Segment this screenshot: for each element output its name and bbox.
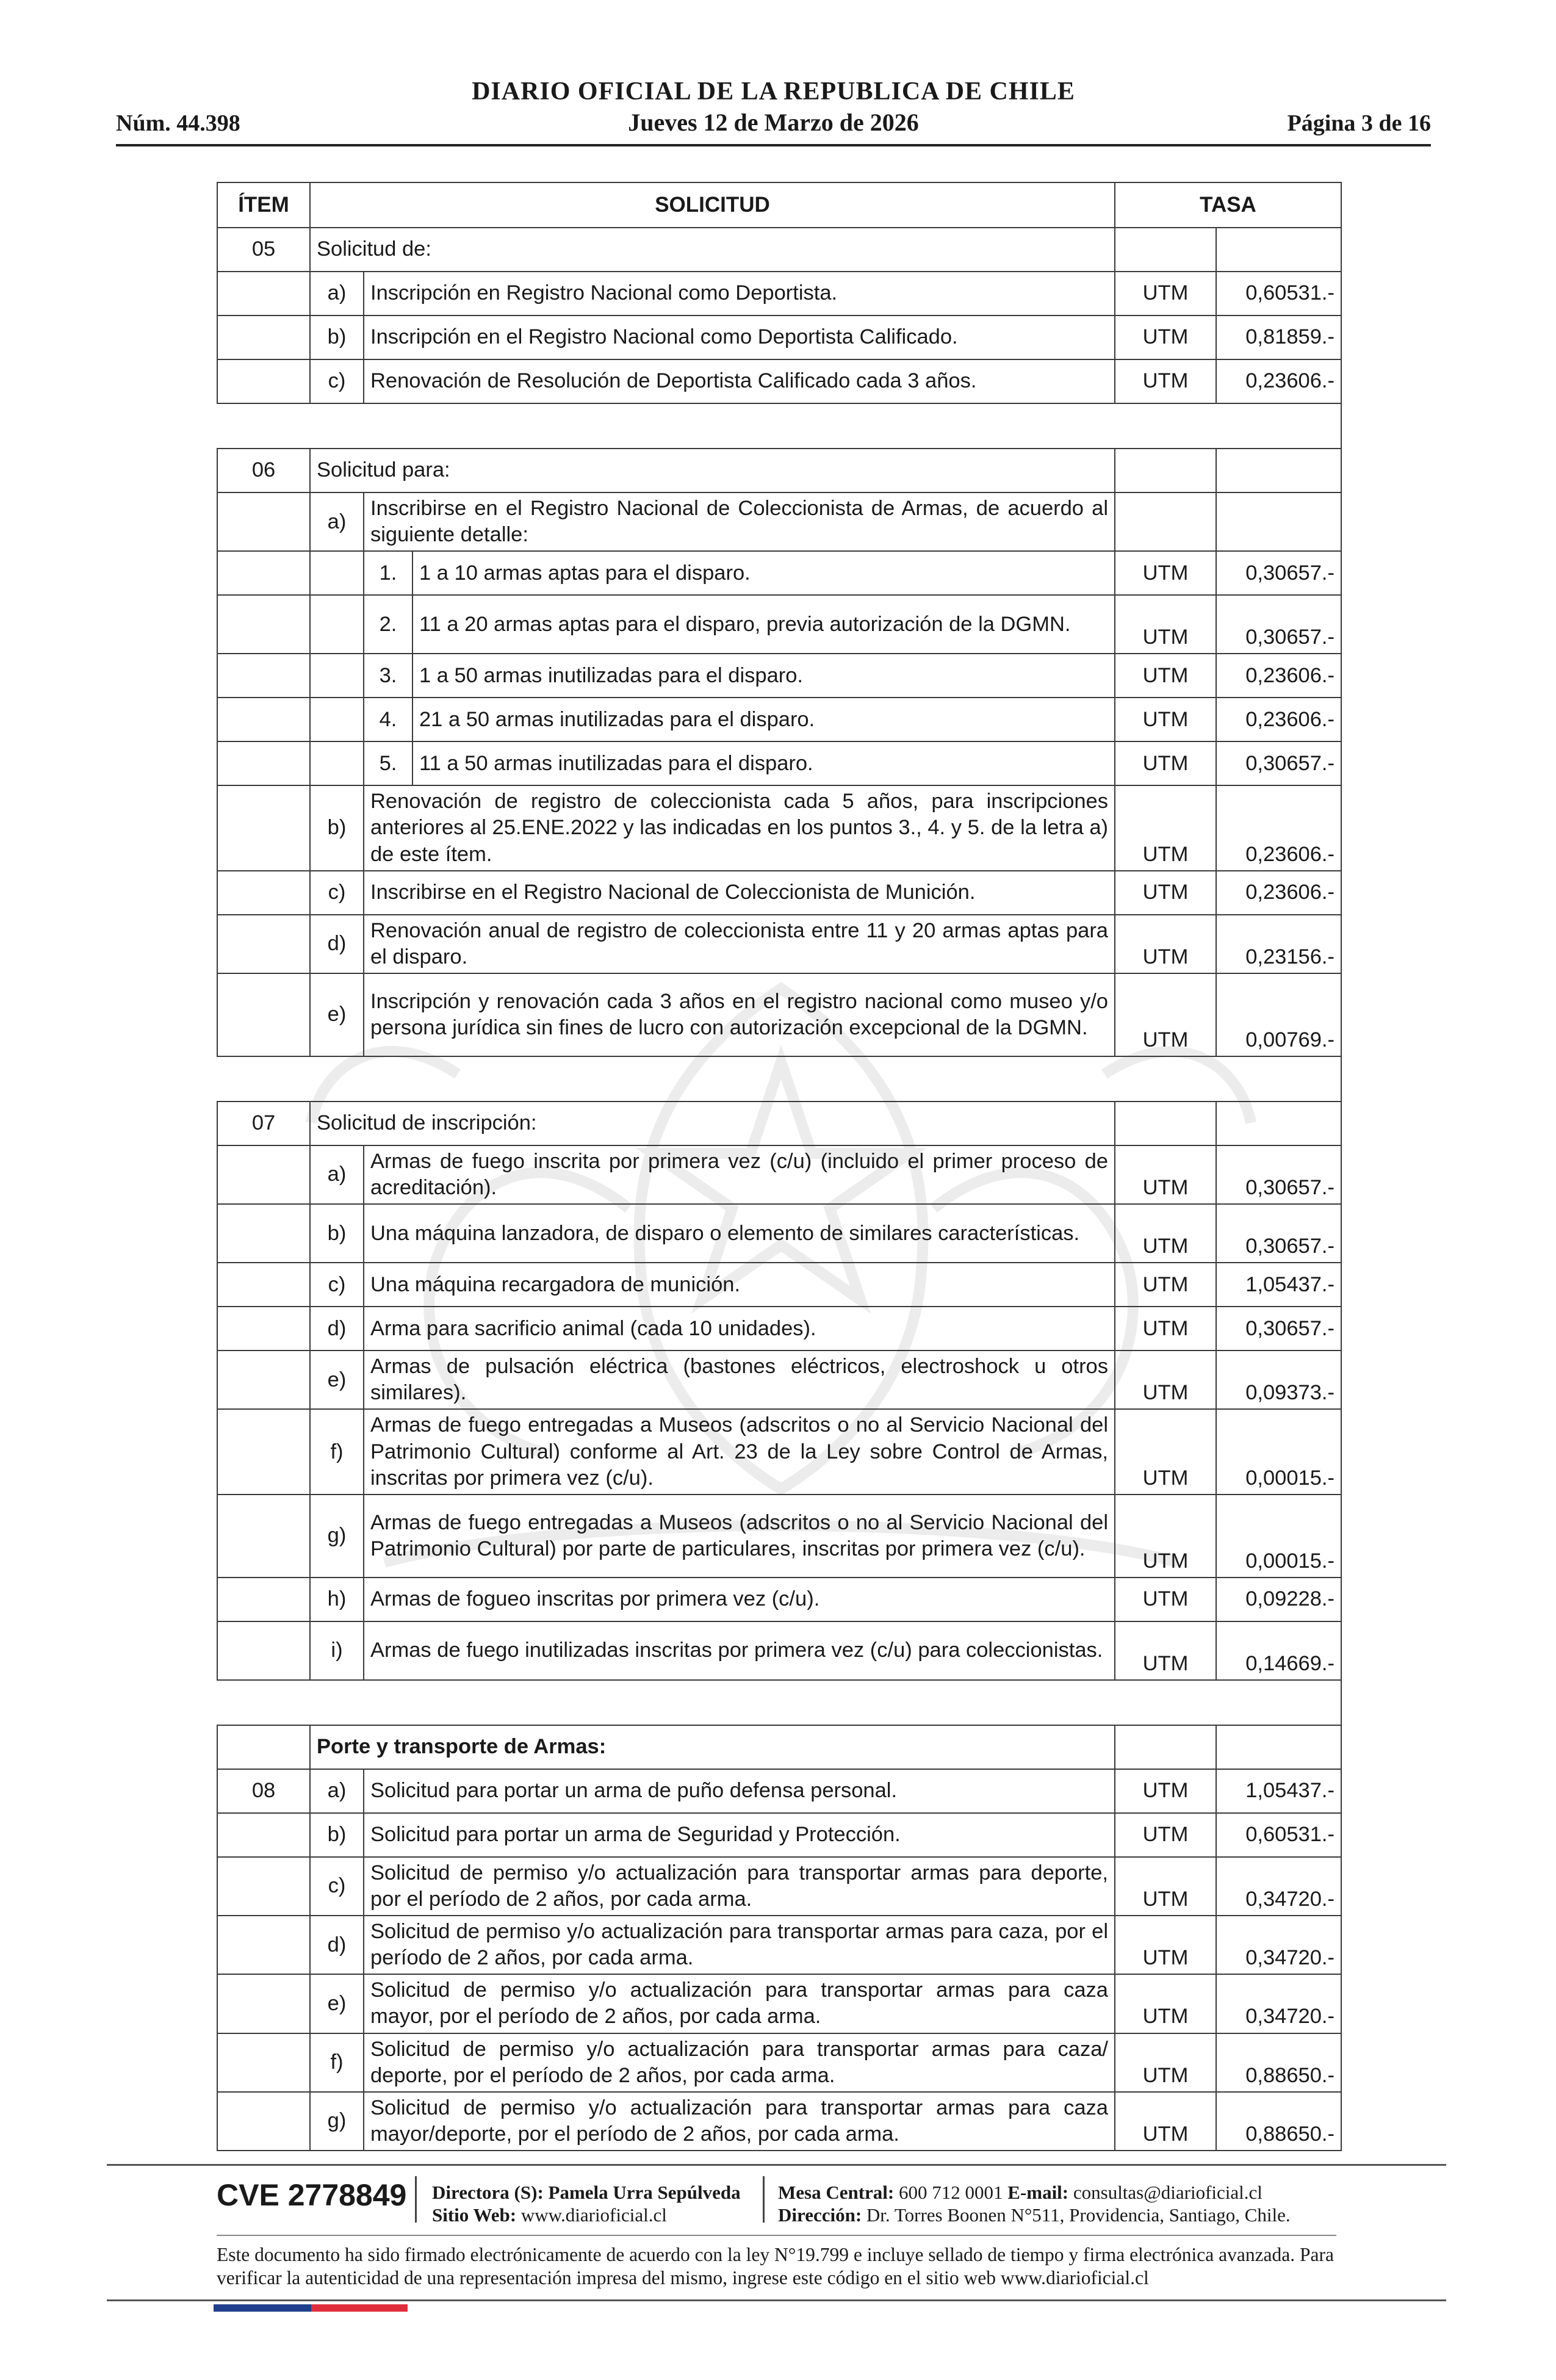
row-unit: UTM <box>1115 1769 1216 1813</box>
cve-code: CVE 2778849 <box>217 2178 407 2212</box>
table-row <box>217 741 1341 785</box>
table-row <box>217 551 1341 595</box>
row-unit: UTM <box>1115 1263 1216 1307</box>
row-value: 0,30657.- <box>1216 595 1341 654</box>
row-text: Solicitud de permiso y/o actualización para transportar armas para caza mayor/deporte, por el período de 2 años, por cada arma. <box>364 2092 1115 2151</box>
row-unit: UTM <box>1115 272 1216 316</box>
publication-date: Jueves 12 de Marzo de 2026 <box>628 109 919 136</box>
sub-number: 5. <box>364 741 412 785</box>
footer-contact-block <box>778 2181 1291 2226</box>
direccion-value: Dr. Torres Boonen N°511, Providencia, Santiago, Chile. <box>866 2204 1291 2226</box>
row-value: 0,23606.- <box>1216 785 1341 870</box>
row-value: 0,34720.- <box>1216 1857 1341 1916</box>
row-text: Inscripción en el Registro Nacional como Deportista Calificado. <box>364 316 1115 359</box>
row-value: 0,34720.- <box>1216 1974 1341 2033</box>
row-text: Inscribirse en el Registro Nacional de Coleccionista de Munición. <box>364 871 1115 915</box>
issue-number: Núm. 44.398 <box>116 110 240 136</box>
row-unit: UTM <box>1115 973 1216 1056</box>
row-text: Arma para sacrificio animal (cada 10 unidades). <box>364 1307 1115 1350</box>
row-value: 0,00769.- <box>1216 973 1341 1056</box>
row-text: Armas de fuego entregadas a Museos (adscritos o no al Servicio Nacional del Patrimonio Cultural) conforme al Art. 23 de la Ley sobre Control de Armas, inscritas por primera vez (c/u). <box>364 1409 1115 1494</box>
table-row <box>217 871 1341 915</box>
row-text: Inscripción y renovación cada 3 años en el registro nacional como museo y/o persona jurídica sin fines de lucro con autorización excepcional de la DGMN. <box>364 973 1115 1056</box>
row-text: 21 a 50 armas inutilizadas para el disparo. <box>412 698 1115 741</box>
row-text: 1 a 50 armas inutilizadas para el disparo. <box>412 654 1115 698</box>
row-letter: b) <box>310 1204 364 1263</box>
row-letter: c) <box>310 1857 364 1916</box>
row-letter: d) <box>310 1916 364 1974</box>
row-text: Solicitud de permiso y/o actualización para transportar armas para caza, por el período de 2 años, por cada arma. <box>364 1916 1115 1974</box>
flag-stripe-blue <box>214 2304 311 2312</box>
sub-number: 3. <box>364 654 412 698</box>
row-unit: UTM <box>1115 1857 1216 1916</box>
table-row <box>217 2092 1341 2151</box>
row-letter: b) <box>310 1813 364 1857</box>
row-unit: UTM <box>1115 654 1216 698</box>
row-letter: f) <box>310 2033 364 2092</box>
row-value: 0,09373.- <box>1216 1350 1341 1409</box>
publication-title: DIARIO OFICIAL DE LA REPUBLICA DE CHILE <box>472 78 1075 106</box>
row-unit: UTM <box>1115 2092 1216 2151</box>
row-letter: g) <box>310 1495 364 1578</box>
row-letter: d) <box>310 915 364 973</box>
sitio-label: Sitio Web: <box>432 2204 517 2226</box>
direccion-label: Dirección: <box>778 2204 862 2226</box>
item-number: 05 <box>217 228 310 272</box>
row-unit: UTM <box>1115 359 1216 403</box>
table-row <box>217 1857 1341 1916</box>
row-value: 0,60531.- <box>1216 272 1341 316</box>
row-text: Una máquina lanzadora, de disparo o elemento de similares características. <box>364 1204 1115 1263</box>
item-number: 08 <box>217 1769 310 1813</box>
directora-name: Pamela Urra Sepúlveda <box>548 2182 741 2203</box>
row-text: Renovación anual de registro de coleccionista entre 11 y 20 armas aptas para el disparo. <box>364 915 1115 973</box>
row-text: Solicitud para portar un arma de puño defensa personal. <box>364 1769 1115 1813</box>
row-letter: c) <box>310 359 364 403</box>
row-unit: UTM <box>1115 1204 1216 1263</box>
row-letter: b) <box>310 316 364 359</box>
row-unit: UTM <box>1115 785 1216 870</box>
row-unit: UTM <box>1115 1621 1216 1680</box>
mesa-value: 600 712 0001 <box>899 2182 1003 2203</box>
row-value: 0,88650.- <box>1216 2033 1341 2092</box>
row-text: Armas de fuego inutilizadas inscritas por primera vez (c/u) para coleccionistas. <box>364 1621 1115 1680</box>
spacer-row <box>217 1680 1341 1725</box>
row-value: 0,30657.- <box>1216 741 1341 785</box>
table-row <box>217 654 1341 698</box>
row-unit: UTM <box>1115 1974 1216 2033</box>
footer-divider <box>107 2299 1446 2301</box>
row-value: 0,30657.- <box>1216 551 1341 595</box>
row-text: Armas de pulsación eléctrica (bastones eléctricos, electroshock u otros similares). <box>364 1350 1115 1409</box>
sub-number: 2. <box>364 595 412 654</box>
row-letter: f) <box>310 1409 364 1494</box>
row-letter: a) <box>310 1769 364 1813</box>
table-row <box>217 1916 1341 1974</box>
legal-notice: Este documento ha sido firmado electrónicamente de acuerdo con la ley N°19.799 e incluye sellado de tiempo y firma electrónica avanzada. Para verificar la autenticidad de una representación impresa del mismo, ingrese este código en el sitio web www.diarioficial.cl <box>217 2244 1334 2288</box>
section-title: Solicitud de: <box>310 228 1115 272</box>
row-unit: UTM <box>1115 915 1216 973</box>
row-unit: UTM <box>1115 1813 1216 1857</box>
table-header-row <box>217 182 1341 228</box>
footer-directora-block <box>432 2181 741 2226</box>
row-text: Armas de fuego entregadas a Museos (adscritos o no al Servicio Nacional del Patrimonio Cultural) por parte de particulares, inscritas por primera vez (c/u). <box>364 1495 1115 1578</box>
row-letter: c) <box>310 871 364 915</box>
row-letter: h) <box>310 1578 364 1621</box>
row-letter: e) <box>310 1350 364 1409</box>
footer-separator <box>763 2176 765 2223</box>
row-text: Armas de fogueo inscritas por primera vez (c/u). <box>364 1578 1115 1621</box>
table-row <box>217 1974 1341 2033</box>
table-row <box>217 915 1341 973</box>
directora-label: Directora (S): <box>432 2182 544 2203</box>
row-letter: a) <box>310 272 364 316</box>
spacer-row <box>217 403 1341 449</box>
fee-table <box>217 182 1342 2151</box>
mesa-label: Mesa Central: <box>778 2182 895 2203</box>
table-row <box>217 1621 1341 1680</box>
row-value: 0,23606.- <box>1216 654 1341 698</box>
row-unit: UTM <box>1115 1495 1216 1578</box>
row-text: 1 a 10 armas aptas para el disparo. <box>412 551 1115 595</box>
email-link[interactable]: consultas@diarioficial.cl <box>1073 2182 1262 2203</box>
table-row <box>217 1769 1341 1813</box>
row-unit: UTM <box>1115 316 1216 359</box>
sub-number: 4. <box>364 698 412 741</box>
row-letter: a) <box>310 1145 364 1204</box>
page-number: Página 3 de 16 <box>1287 110 1431 136</box>
row-text: Inscripción en Registro Nacional como Deportista. <box>364 272 1115 316</box>
item-number: 06 <box>217 449 310 492</box>
table-row <box>217 228 1341 272</box>
table-row <box>217 595 1341 654</box>
sitio-link[interactable]: www.diarioficial.cl <box>520 2204 667 2226</box>
row-value: 0,00015.- <box>1216 1495 1341 1578</box>
row-value: 0,30657.- <box>1216 1204 1341 1263</box>
row-letter: g) <box>310 2092 364 2151</box>
row-value: 0,23606.- <box>1216 698 1341 741</box>
row-value: 0,09228.- <box>1216 1578 1341 1621</box>
row-letter: e) <box>310 973 364 1056</box>
table-row <box>217 1102 1341 1145</box>
table-row <box>217 1813 1341 1857</box>
email-label: E-mail: <box>1007 2182 1069 2203</box>
row-unit: UTM <box>1115 741 1216 785</box>
row-text: Renovación de registro de coleccionista cada 5 años, para inscripciones anteriores al 25.ENE.2022 y las indicadas en los puntos 3., 4. y 5. de la letra a) de este ítem. <box>364 785 1115 870</box>
table-row <box>217 1409 1341 1494</box>
row-unit: UTM <box>1115 1578 1216 1621</box>
page-header <box>116 73 1431 146</box>
row-value: 0,34720.- <box>1216 1916 1341 1974</box>
row-text: Armas de fuego inscrita por primera vez (c/u) (incluido el primer proceso de acreditación). <box>364 1145 1115 1204</box>
row-value: 0,14669.- <box>1216 1621 1341 1680</box>
row-letter: i) <box>310 1621 364 1680</box>
row-unit: UTM <box>1115 1916 1216 1974</box>
row-text: Solicitud para portar un arma de Seguridad y Protección. <box>364 1813 1115 1857</box>
footer-divider <box>217 2235 1336 2236</box>
row-letter: b) <box>310 785 364 870</box>
row-unit: UTM <box>1115 2033 1216 2092</box>
row-text: 11 a 50 armas inutilizadas para el disparo. <box>412 741 1115 785</box>
col-header-solicitud: SOLICITUD <box>310 182 1115 228</box>
row-text: Solicitud de permiso y/o actualización para transportar armas para deporte, por el período de 2 años, por cada arma. <box>364 1857 1115 1916</box>
row-letter: a) <box>310 492 364 551</box>
row-letter: e) <box>310 1974 364 2033</box>
row-unit: UTM <box>1115 551 1216 595</box>
table-row <box>217 2033 1341 2092</box>
row-text: Una máquina recargadora de munición. <box>364 1263 1115 1307</box>
row-text: Solicitud de permiso y/o actualización para transportar armas para caza mayor, por el período de 2 años, por cada arma. <box>364 1974 1115 2033</box>
row-letter: d) <box>310 1307 364 1350</box>
row-unit: UTM <box>1115 698 1216 741</box>
row-unit: UTM <box>1115 1409 1216 1494</box>
section-title: Solicitud para: <box>310 449 1115 492</box>
table-row <box>217 1725 1341 1769</box>
col-header-item: ÍTEM <box>217 182 310 228</box>
table-row <box>217 272 1341 316</box>
section-title: Porte y transporte de Armas: <box>310 1725 1115 1769</box>
spacer-row <box>217 1056 1341 1102</box>
row-value: 0,00015.- <box>1216 1409 1341 1494</box>
row-value: 0,23606.- <box>1216 359 1341 403</box>
col-header-tasa: TASA <box>1115 182 1341 228</box>
row-value: 0,30657.- <box>1216 1145 1341 1204</box>
table-row <box>217 1350 1341 1409</box>
table-row <box>217 1495 1341 1578</box>
table-row <box>217 449 1341 492</box>
row-text: Renovación de Resolución de Deportista Calificado cada 3 años. <box>364 359 1115 403</box>
flag-stripe-red <box>311 2304 408 2312</box>
row-text: Solicitud de permiso y/o actualización para transportar armas para caza/ deporte, por el período de 2 años, por cada arma. <box>364 2033 1115 2092</box>
row-value: 0,23156.- <box>1216 915 1341 973</box>
row-value: 0,81859.- <box>1216 316 1341 359</box>
row-unit: UTM <box>1115 1145 1216 1204</box>
row-text: 11 a 20 armas aptas para el disparo, previa autorización de la DGMN. <box>412 595 1115 654</box>
row-unit: UTM <box>1115 595 1216 654</box>
row-unit: UTM <box>1115 1350 1216 1409</box>
table-row <box>217 316 1341 359</box>
row-text: Inscribirse en el Registro Nacional de Coleccionista de Armas, de acuerdo al siguiente detalle: <box>364 492 1115 551</box>
row-unit: UTM <box>1115 1307 1216 1350</box>
section-title: Solicitud de inscripción: <box>310 1102 1115 1145</box>
table-row <box>217 973 1341 1056</box>
table-row <box>217 698 1341 741</box>
row-value: 0,60531.- <box>1216 1813 1341 1857</box>
table-row <box>217 492 1341 551</box>
row-value: 1,05437.- <box>1216 1263 1341 1307</box>
table-row <box>217 1307 1341 1350</box>
table-row <box>217 359 1341 403</box>
table-row <box>217 1578 1341 1621</box>
footer-separator <box>415 2176 417 2223</box>
table-row <box>217 785 1341 870</box>
sub-number: 1. <box>364 551 412 595</box>
item-number: 07 <box>217 1102 310 1145</box>
table-row <box>217 1204 1341 1263</box>
row-value: 0,23606.- <box>1216 871 1341 915</box>
row-value: 0,88650.- <box>1216 2092 1341 2151</box>
row-value: 1,05437.- <box>1216 1769 1341 1813</box>
footer-divider <box>107 2164 1446 2166</box>
table-row <box>217 1145 1341 1204</box>
table-row <box>217 1263 1341 1307</box>
row-value: 0,30657.- <box>1216 1307 1341 1350</box>
row-unit: UTM <box>1115 871 1216 915</box>
row-letter: c) <box>310 1263 364 1307</box>
